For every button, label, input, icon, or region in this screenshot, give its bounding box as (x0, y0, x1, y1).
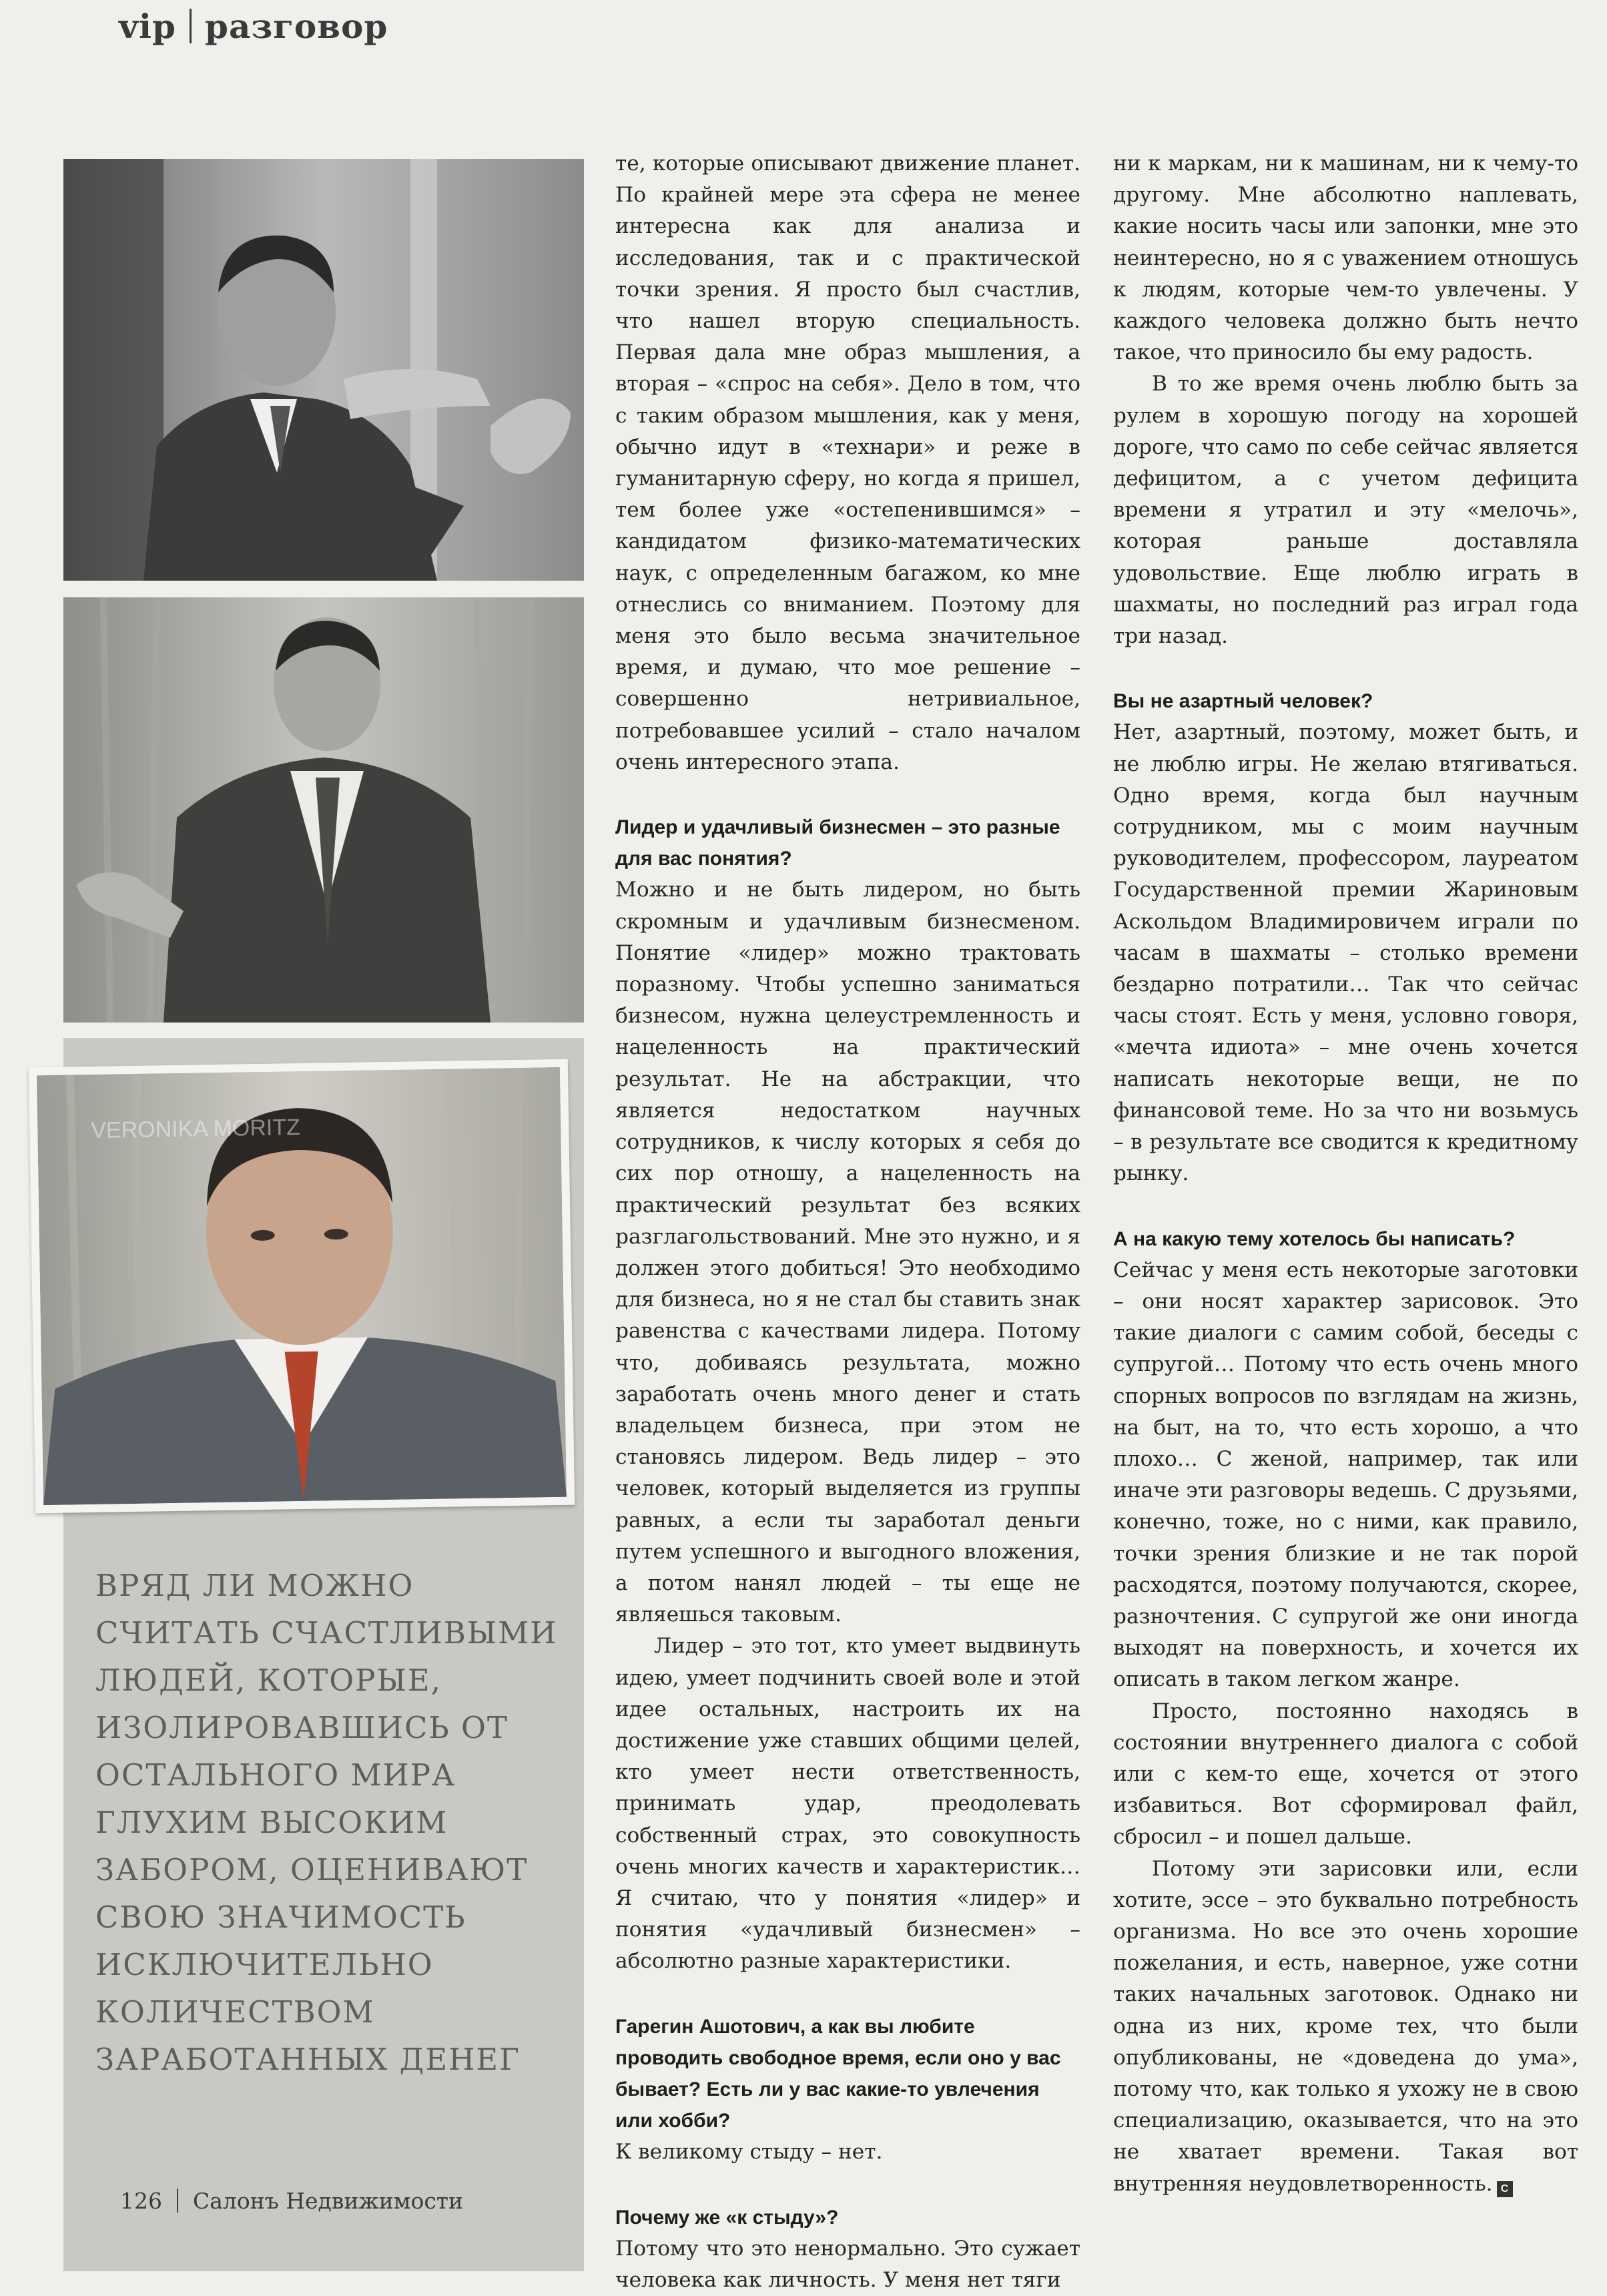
section-label: vip (119, 7, 177, 46)
portrait-seated-photo (63, 597, 584, 1023)
answer-paragraph: К великому стыду – нет. (615, 2140, 883, 2165)
answer-paragraph: Потому эти зарисовки или, если хотите, эссе – это буквально потребность организма. Но все это очень хорошие пожелания, и есть, наверное, уже сотни таких начальных заготовок. Однако ни одна из них, кроме тех, что были опубликованы, не «доведена до ума», потому что, как только я ухожу не в свою специализацию, оказывается, что на это не хватает времени. Такая вот внутренняя неудовлетворенность. С (1113, 1856, 1578, 2196)
page-number: 126 (120, 2188, 162, 2214)
answer-paragraph: Лидер – это тот, кто умеет выдвинуть идею, умеет подчинить своей воле и этой идее остальных, настроить их на достижение уже ставших общими целей, кто умеет нести ответственность, принимать удар, преодолевать собственный страх, это совокупность очень многих качеств и характеристик… Я считаю, что у понятия «лидер» и понятия «удачливый бизнесмен» – абсолютно разные характеристики. (615, 1634, 1080, 1974)
answer-paragraph: Сейчас у меня есть некоторые заготовки – они носят характер зарисовок. Это такие диалоги с самим собой, беседы с супругой… Потому что есть очень много спорных вопросов по взглядам на жизнь, на быт, на то, что есть хорошо, а что плохо… С женой, например, так или иначе эти разговоры ведешь. С друзьями, конечно, тоже, но с ними, как правило, точки зрения близкие и не так порой расходятся, поэтому получаются, скорее, разночтения. С супругой же они иногда выходят на поверхность, и хочется их описать в таком легком жанре. (1113, 1257, 1578, 1692)
header-divider (190, 9, 192, 43)
interview-question: Лидер и удачливый бизнесмен – это разные для вас понятия? (615, 816, 1060, 870)
interview-question: А на какую тему хотелось бы написать? (1113, 1227, 1516, 1250)
interview-question: Вы не азартный человек? (1113, 690, 1373, 713)
page-footer (120, 2188, 463, 2214)
answer-paragraph: ни к маркам, ни к машинам, ни к чему-то другому. Мне абсолютно наплевать, какие носить часы или запонки, мне это неинтересно, но я с уважением отношусь к людям, которые чем-то увлечены. У каждого человека должно быть нечто такое, что приносило бы ему радость. (1113, 152, 1578, 365)
magazine-name: Салонъ Недвижимости (193, 2188, 464, 2214)
interview-question: Почему же «к стыду»? (615, 2206, 839, 2229)
answer-paragraph: Нет, азартный, поэтому, может быть, и не люблю игры. Не желаю втягиваться. Одно время, когда был научным сотрудником, мы с моим научным руководителем, профессором, лауреатом Государственной премии Жариновым Аскольдом Владимировичем играли по часам в шахматы – столько времени бездарно потратили… Так что сейчас часы стоят. Есть у меня, условно говоря, «мечта идиота» – мне очень хочется написать некоторые вещи, не по финансовой теме. Но за что ни возьмусь – в результате все сводится к кредитному рынку. (1113, 720, 1578, 1186)
answer-paragraph: Потому что это ненормально. Это сужает человека как личность. У меня нет тяги (615, 2236, 1080, 2292)
interview-question: Гарегин Ашотович, а как вы любите проводить свободное время, если оно у вас бывает? Есть ли у вас какие-то увлечения или хобби? (615, 2015, 1061, 2132)
portrait-closeup-photo (29, 1059, 575, 1514)
portrait-gesturing-photo (63, 159, 584, 581)
rubric-label: разговор (205, 7, 388, 46)
section-header (119, 7, 388, 46)
article-column-2 (1113, 148, 1578, 2200)
answer-paragraph: Просто, постоянно находясь в состоянии внутреннего диалога с собой или с кем-то еще, хочется от этого избавиться. Вот сформировал файл, сбросил – и пошел дальше. (1113, 1699, 1578, 1849)
answer-paragraph: те, которые описывают движение планет. По крайней мере эта сфера не менее интересна как для анализа и исследования, так и с практической точки зрения. Я просто был счастлив, что нашел вторую специальность. Первая дала мне образ мышления, а вторая – «спрос на себя». Дело в том, что с таким образом мышления, как у меня, обычно идут в «технари» и реже в гуманитарную сферу, но когда я пришел, тем более уже «остепенившимся» – кандидатом физико-математических наук, с определенным багажом, ко мне отнеслись со вниманием. Поэтому для меня это было весьма значительное время, и думаю, что мое решение – совершенно нетривиальное, потребовавшее усилий – стало началом очень интересного этапа. (615, 152, 1080, 774)
answer-paragraph: Можно и не быть лидером, но быть скромным и удачливым бизнесменом. Понятие «лидер» можно трактовать поразному. Чтобы успешно заниматься бизнесом, нужна целеустремленность и нацеленность на практический результат. Не на абстракции, что является недостатком научных сотрудников, к числу которых я себя до сих пор отношу, а нацеленность на практический результат без всяких разглагольствований. Мне это нужно, и я должен этого добиться! Это необходимо для бизнеса, но я не стал бы ставить знак равенства с качествами лидера. Потому что, добиваясь результата, можно заработать очень много денег и стать владельцем бизнеса, при этом не становясь лидером. Ведь лидер – это человек, который выделяется из группы равных, а если ты заработал деньги путем успешного и выгодного вложения, а потом нанял людей – ты еще не являешься таковым. (615, 878, 1080, 1627)
end-mark-icon: С (1497, 2181, 1513, 2197)
photo-watermark: VERONIKA MORITZ (91, 1115, 301, 1143)
article-column-1 (615, 148, 1080, 2296)
pull-quote: ВРЯД ЛИ МОЖНО СЧИТАТЬ СЧАСТЛИВЫМИ ЛЮДЕЙ, КОТОРЫЕ, ИЗОЛИРОВАВШИСЬ ОТ ОСТАЛЬНОГО МИРА ГЛУХИМ ВЫСОКИМ ЗАБОРОМ, ОЦЕНИВАЮТ СВОЮ ЗНАЧИМОСТЬ ИСКЛЮЧИТЕЛЬНО КОЛИЧЕСТВОМ ЗАРАБОТАННЫХ ДЕНЕГ (95, 1568, 558, 2077)
answer-paragraph: В то же время очень люблю быть за рулем в хорошую погоду на хорошей дороге, что само по себе сейчас является дефицитом, а с учетом дефицита времени я утратил и эту «мелочь», которая раньше доставляла удовольствие. Еще люблю играть в шахматы, но последний раз играл года три назад. (1113, 372, 1578, 649)
footer-divider (177, 2189, 178, 2213)
